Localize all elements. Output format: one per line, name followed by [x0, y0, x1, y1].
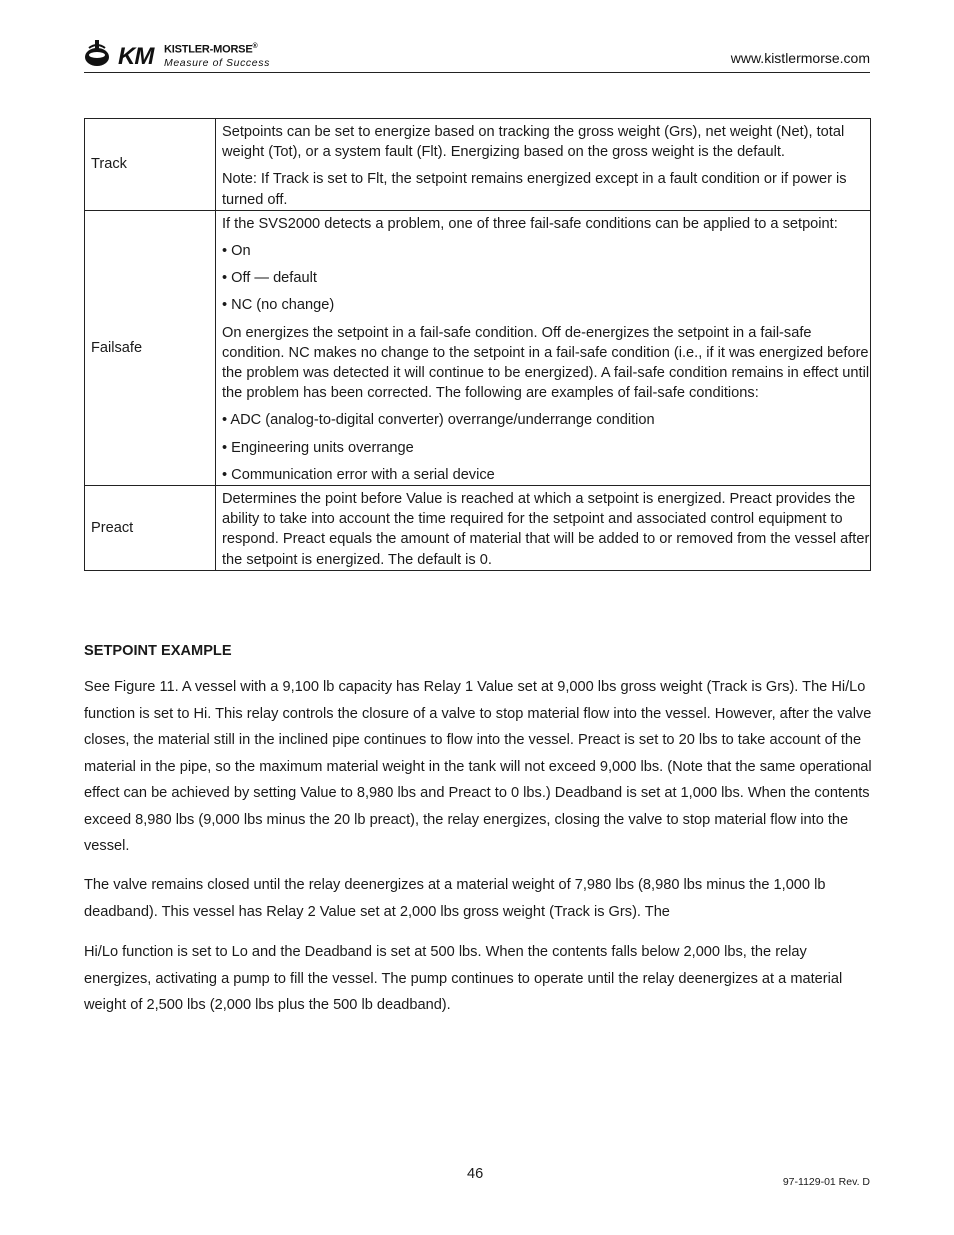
param-description-track: [216, 119, 871, 211]
param-name-preact: Preact: [85, 486, 216, 571]
description-paragraph: Note: If Track is set to Flt, the setpoint remains energized except in a fault condition or if power is turned off.: [222, 171, 847, 208]
param-description-failsafe: [216, 210, 871, 485]
description-paragraph: Setpoints can be set to energize based on tracking the gross weight (Grs), net weight (Net), total weight (Tot), or a system fault (Flt). Energizing based on the gross weight is the default.: [222, 124, 845, 161]
body-paragraph: See Figure 11. A vessel with a 9,100 lb capacity has Relay 1 Value set at 9,000 lbs gross weight (Track is Grs). The Hi/Lo function is set to Hi. This relay controls the closure of a valve to stop material flow into the vessel. However, after the valve closes, the material still in the inclined pipe continues to flow into the vessel. Preact is set to 20 lbs to take account of the material in the pipe, so the maximum material weight in the tank will not exceed 9,000 lbs. (Note that the same operational effect can be achieved by setting Value to 8,980 lbs and Preact to 0 lbs.) Deadband is set at 1,000 lbs. When the contents exceed 8,980 lbs (9,000 lbs minus the 20 lb preact), the relay energizes, closing the valve to stop material flow into the vessel.: [84, 679, 872, 854]
bullet-item: • Engineering units overrange: [222, 439, 414, 456]
table-row-failsafe: [85, 210, 871, 485]
body-paragraph: The valve remains closed until the relay deenergizes at a material weight of 7,980 lbs (8,980 lbs minus the 1,000 lb deadband). This vessel has Relay 2 Value set at 2,000 lbs gross weight (Track is Grs). The: [84, 877, 826, 920]
table-row-track: [85, 119, 871, 211]
page-number: 46: [467, 1166, 484, 1182]
logo-km: KM: [118, 43, 154, 70]
bullet-item: • On: [222, 243, 251, 260]
parameter-table: [84, 118, 871, 571]
bullet-item: • Communication error with a serial device: [222, 466, 495, 483]
page-header: [84, 36, 870, 74]
description-paragraph: If the SVS2000 detects a problem, one of three fail-safe conditions can be applied to a setpoint:: [222, 215, 838, 232]
kistler-morse-logo: [84, 38, 284, 72]
description-paragraph: On energizes the setpoint in a fail-safe condition. Off de-energizes the setpoint in a fail-safe condition. NC makes no change to the setpoint in a fail-safe condition (i.e., if it was energized before the problem was detected it will continue to be energized). A fail-safe condition remains in effect until the problem has been corrected. The following are examples of fail-safe conditions:: [222, 324, 870, 402]
body-paragraph: Hi/Lo function is set to Lo and the Deadband is set at 500 lbs. When the contents falls below 2,000 lbs, the relay energizes, activating a pump to fill the vessel. The pump continues to operate until the relay deenergizes at a material weight of 2,500 lbs (2,000 lbs plus the 500 lb deadband).: [84, 944, 843, 1013]
website-url: www.kistlermorse.com: [730, 50, 870, 66]
document-id: 97-1129-01 Rev. D: [782, 1176, 870, 1188]
param-name-failsafe: Failsafe: [85, 210, 216, 485]
param-name-track: Track: [85, 119, 216, 211]
logo-brand-name: KISTLER-MORSE®: [164, 43, 258, 56]
logo-tagline: Measure of Success: [164, 57, 270, 69]
bullet-item: • ADC (analog-to-digital converter) overrange/underrange condition: [222, 412, 655, 429]
logo-emblem-icon: [84, 38, 114, 68]
param-description-preact: [216, 486, 871, 571]
bullet-item: • Off — default: [222, 270, 317, 287]
description-paragraph: Determines the point before Value is reached at which a setpoint is energized. Preact provides the ability to take into account the time required for the setpoint and associated control equipment to respond. Preact equals the amount of material that will be added to or removed from the vessel after the setpoint is energized. The default is 0.: [222, 491, 870, 568]
section-title: SETPOINT EXAMPLE: [84, 643, 232, 659]
table-row-preact: [85, 486, 871, 571]
bullet-item: • NC (no change): [222, 297, 335, 314]
header-divider: [84, 72, 870, 73]
